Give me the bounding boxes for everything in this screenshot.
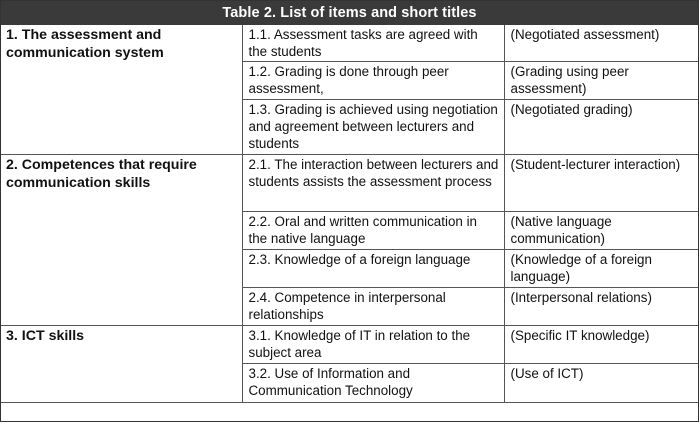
item-short-title: (Native language communication) bbox=[504, 212, 698, 250]
table-row bbox=[1, 326, 698, 364]
table-row bbox=[1, 25, 698, 62]
item-text: 2.3. Knowledge of a foreign language bbox=[242, 250, 504, 288]
item-text: 1.1. Assessment tasks are agreed with the students bbox=[242, 25, 504, 62]
group-title-competences: 2. Competences that require communication skills bbox=[1, 155, 242, 326]
item-short-title: (Use of ICT) bbox=[504, 364, 698, 403]
group-title-assessment: 1. The assessment and communication system bbox=[1, 25, 242, 155]
item-text: 1.2. Grading is done through peer assessment, bbox=[242, 62, 504, 100]
item-short-title: (Student-lecturer interaction) bbox=[504, 155, 698, 212]
item-text: 2.2. Oral and written communication in the native language bbox=[242, 212, 504, 250]
item-text: 2.4. Competence in interpersonal relationships bbox=[242, 288, 504, 326]
group-title-ict: 3. ICT skills bbox=[1, 326, 242, 403]
item-short-title: (Negotiated grading) bbox=[504, 100, 698, 155]
item-short-title: (Specific IT knowledge) bbox=[504, 326, 698, 364]
items-grid bbox=[1, 25, 698, 403]
table-row bbox=[1, 155, 698, 212]
item-text: 2.1. The interaction between lecturers and students assists the assessment process bbox=[242, 155, 504, 212]
item-text: 3.1. Knowledge of IT in relation to the subject area bbox=[242, 326, 504, 364]
item-text: 1.3. Grading is achieved using negotiation and agreement between lecturers and students bbox=[242, 100, 504, 155]
item-short-title: (Interpersonal relations) bbox=[504, 288, 698, 326]
item-short-title: (Negotiated assessment) bbox=[504, 25, 698, 62]
table-caption: Table 2. List of items and short titles bbox=[1, 1, 698, 25]
item-short-title: (Knowledge of a foreign language) bbox=[504, 250, 698, 288]
item-text: 3.2. Use of Information and Communication Technology bbox=[242, 364, 504, 403]
item-short-title: (Grading using peer assessment) bbox=[504, 62, 698, 100]
